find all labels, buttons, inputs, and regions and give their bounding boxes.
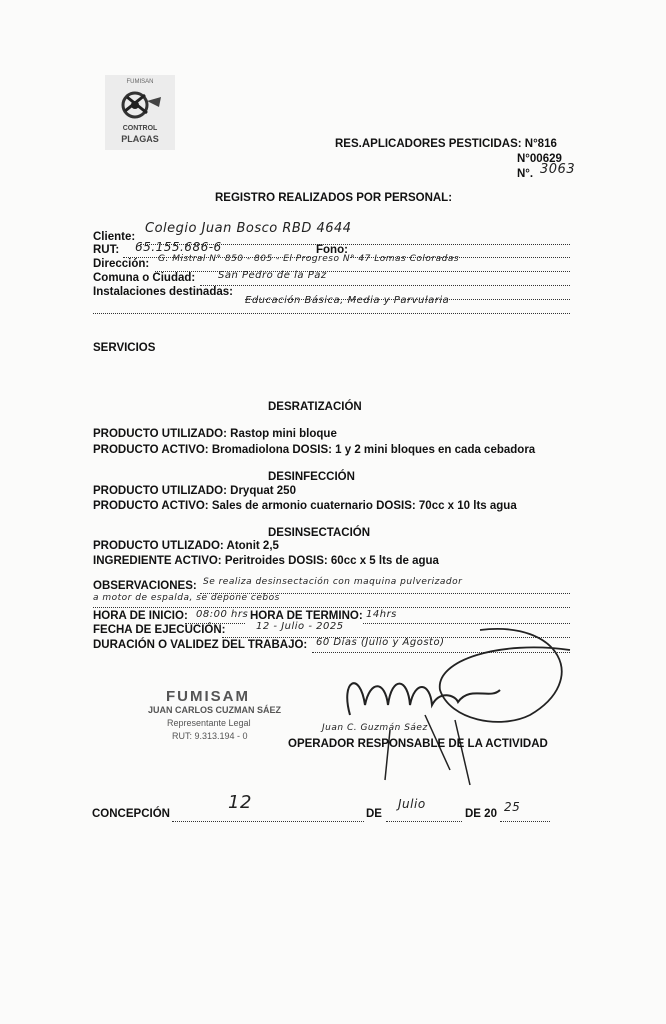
cliente-label: Cliente: [93,231,136,243]
stamp-role: Representante Legal [167,718,251,728]
res-number: RES.APLICADORES PESTICIDAS: N°816 [335,138,557,150]
stamp-company: FUMISAM [166,688,250,705]
hora-inicio-label: HORA DE INICIO: [93,610,188,622]
desinsectacion-heading: DESINSECTACIÓN [268,527,371,539]
fono-label: Fono: [316,244,348,256]
footer-month-line [386,821,462,822]
observaciones-value-2: a motor de espalda, se depone cebos [93,593,280,603]
comuna-line [200,285,570,286]
fecha-ejecucion-value: 12 - Julio - 2025 [256,621,344,632]
footer-day-line [172,821,364,822]
page-title: REGISTRO REALIZADOS POR PERSONAL: [215,192,453,204]
desinfeccion-producto: PRODUCTO UTILIZADO: Dryquat 250 [93,485,296,497]
instalaciones-line-2 [93,313,570,314]
stamp-name: JUAN CARLOS CUZMAN SÁEZ [148,705,282,715]
cliente-value: Colegio Juan Bosco RBD 4644 [145,221,352,236]
desinfeccion-heading: DESINFECCIÓN [268,471,355,483]
hora-termino-label: HORA DE TERMINO: [250,610,363,622]
form-number-2-value: 3063 [540,162,576,177]
footer-de-2: DE 20 [465,808,497,820]
desinsectacion-ingrediente: INGREDIENTE ACTIVO: Peritroides DOSIS: 60cc x 5 lts de agua [93,555,439,567]
fecha-ejecucion-label: FECHA DE EJECUCIÓN: [93,624,226,636]
handwritten-signature [330,620,580,790]
footer-year: 25 [504,800,521,814]
logo-caption-2: PLAGAS [121,134,159,144]
company-logo [105,75,175,150]
logo-brand: FUMISAN [126,79,154,85]
rut-value: 65.155.686-6 [135,240,222,254]
direccion-label: Dirección: [93,258,150,270]
desratizacion-producto: PRODUCTO UTILIZADO: Rastop mini bloque [93,428,337,440]
hora-termino-value: 14hrs [366,609,397,620]
rut-label: RUT: [93,244,120,256]
desinsectacion-producto: PRODUCTO UTLIZADO: Atonit 2,5 [93,540,279,552]
observaciones-value-1: Se realiza desinsectación con maquina pulverizador [203,577,463,587]
comuna-value: San Pedro de la Paz [218,270,327,281]
fumigator-seal-icon [117,87,163,123]
footer-de-1: DE [366,808,382,820]
observaciones-line-2 [93,607,570,608]
duracion-value: 60 Días (Julio y Agosto) [316,637,445,648]
instalaciones-value: Educación Básica, Media y Parvularia [245,295,450,306]
servicios-heading: SERVICIOS [93,342,156,354]
footer-city: CONCEPCIÓN [92,808,170,820]
desratizacion-activo: PRODUCTO ACTIVO: Bromadiolona DOSIS: 1 y 2 mini bloques en cada cebadora [93,444,536,456]
desratizacion-heading: DESRATIZACIÓN [268,401,362,413]
footer-day: 12 [228,792,252,813]
hora-inicio-value: 08:00 hrs [196,609,249,620]
form-number-2-label: N°. [517,168,534,180]
instalaciones-label: Instalaciones destinadas: [93,286,233,298]
desinfeccion-activo: PRODUCTO ACTIVO: Sales de armonio cuaternario DOSIS: 70cc x 10 lts agua [93,500,517,512]
observaciones-label: OBSERVACIONES: [93,580,197,592]
footer-month: Julio [398,797,426,811]
duracion-label: DURACIÓN O VALIDEZ DEL TRABAJO: [93,639,308,651]
footer-year-line [500,821,550,822]
operator-label: OPERADOR RESPONSABLE DE LA ACTIVIDAD [288,738,548,750]
form-number-1: N°00629 [517,153,562,165]
comuna-label: Comuna o Ciudad: [93,272,196,284]
logo-caption-1: CONTROL [122,125,158,132]
direccion-value: G. Mistral N° 850 - 805 - El Progreso N° 47 Lomas Coloradas [158,254,460,264]
stamp-rut: RUT: 9.313.194 - 0 [172,731,248,741]
signature-printed-name: Juan C. Guzmán Sáez [322,723,428,733]
